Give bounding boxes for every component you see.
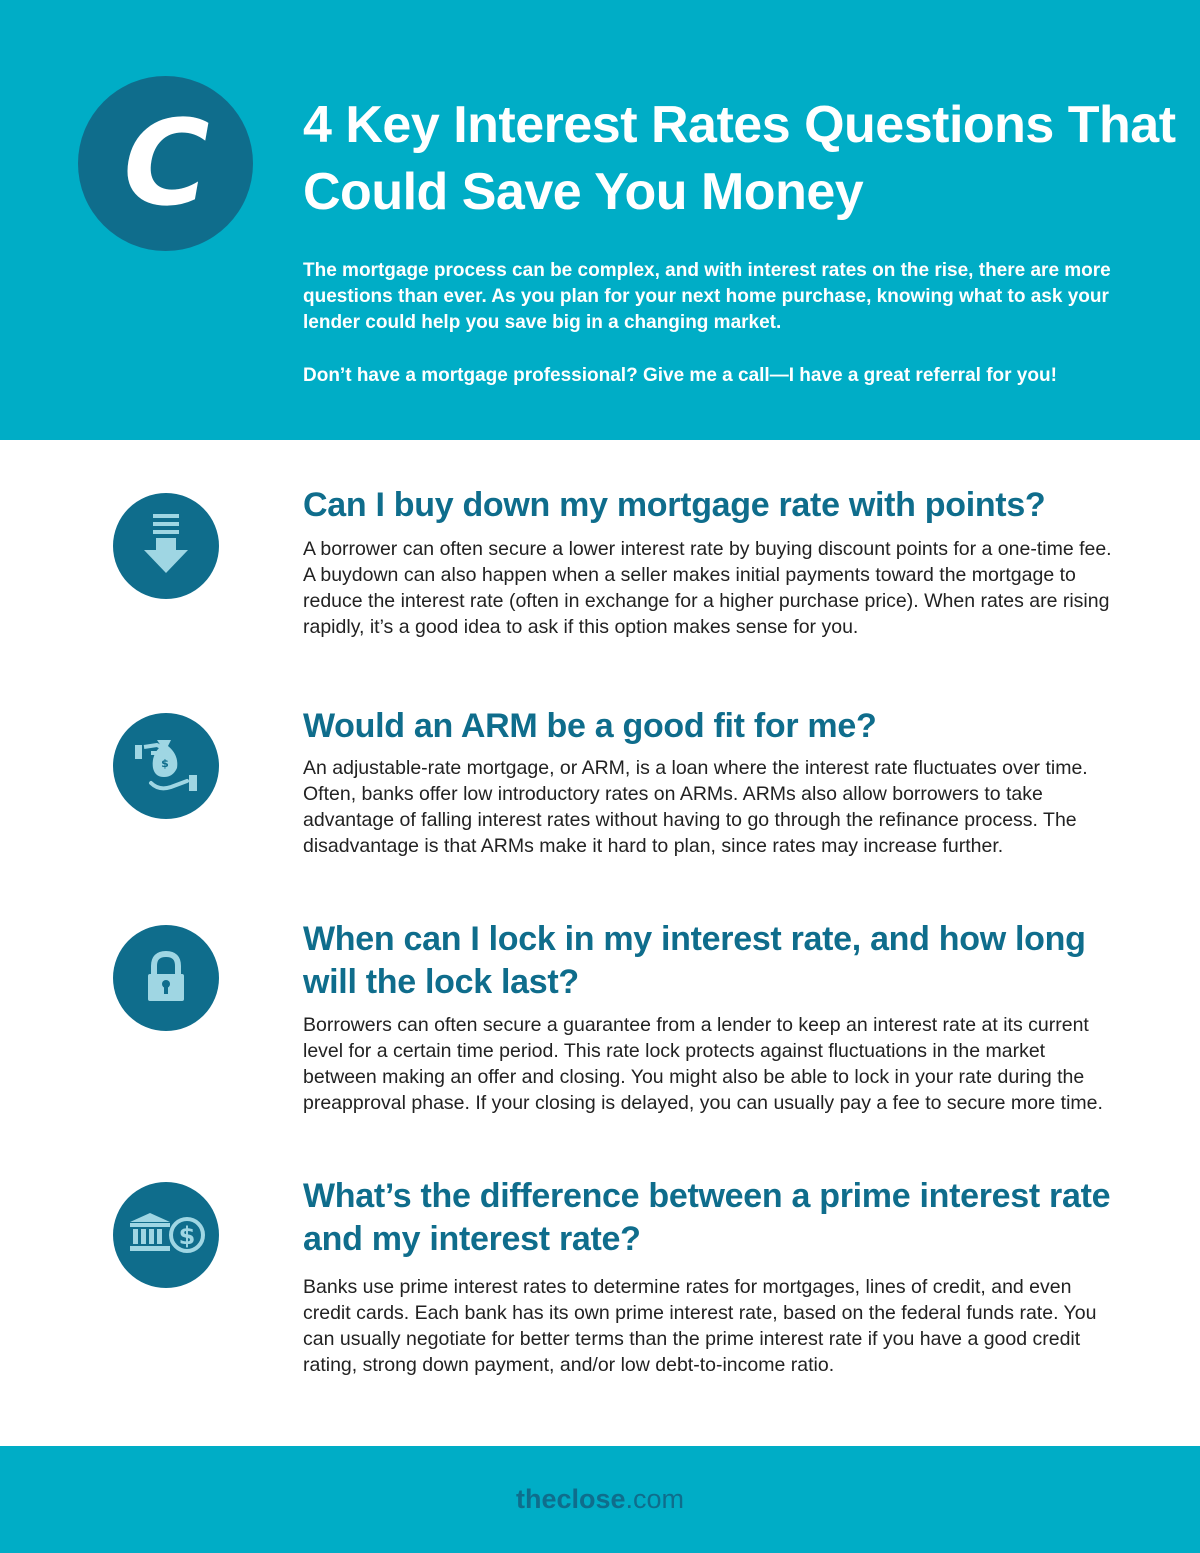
- footer-banner: [0, 1446, 1200, 1553]
- brand-the: the: [515, 1484, 557, 1514]
- question-body-2: An adjustable-rate mortgage, or ARM, is a loan where the interest rate fluctuates over time. Often, banks offer low introductory rates on ARMs. ARMs also allow borrowers to take advantage of falling interest rates without having to go through the refinance process. The disadvantage is that ARMs make it hard to plan, since rates may increase further.: [303, 757, 1088, 857]
- question-body-4: Banks use prime interest rates to determine rates for mortgages, lines of credit, and even credit cards. Each bank has its own prime interest rate, based on the federal funds rate. You can usually negotiate for better terms than the prime interest rate if you have a good credit rating, strong down payment, and/or low debt-to-income ratio.: [303, 1276, 1097, 1376]
- question-title-1: Can I buy down my mortgage rate with points?: [303, 486, 1046, 524]
- logo-letter: C: [110, 94, 222, 232]
- header-banner: [0, 0, 1200, 440]
- question-body-3: Borrowers can often secure a guarantee from a lender to keep an interest rate at its current level for a certain time period. This rate lock protects against fluctuations in the market between making an offer and closing. You might also be able to lock in your rate during the preapproval phase. If your closing is delayed, you can usually pay a fee to secure more time.: [303, 1014, 1103, 1114]
- question-title-4: What’s the difference between a prime interest rate and my interest rate?: [303, 1177, 1111, 1258]
- money-hand-icon: [113, 713, 219, 819]
- bank-dollar-icon: [113, 1182, 219, 1288]
- svg-text:$: $: [161, 757, 169, 770]
- brand-close: close: [556, 1484, 626, 1514]
- logo-badge: [78, 76, 253, 251]
- svg-text:$: $: [178, 1222, 196, 1250]
- brand-dotcom: .com: [625, 1484, 685, 1514]
- question-title-2: Would an ARM be a good fit for me?: [303, 707, 877, 745]
- page-title: 4 Key Interest Rates Questions That Could Save You Money: [303, 96, 1176, 221]
- question-title-3: When can I lock in my interest rate, and how long will the lock last?: [303, 920, 1086, 1001]
- intro-paragraph: The mortgage process can be complex, and with interest rates on the rise, there are more questions than ever. As you plan for your next home purchase, knowing what to ask your lender could help you save big in a changing market.: [303, 260, 1111, 333]
- down-arrow-icon: [113, 493, 219, 599]
- brand-logo: [0, 1482, 1200, 1516]
- padlock-icon: [113, 925, 219, 1031]
- question-body-1: A borrower can often secure a lower interest rate by buying discount points for a one-time fee. A buydown can also happen when a seller makes initial payments toward the mortgage to reduce the interest rate (often in exchange for a higher purchase price). When rates are rising rapidly, it’s a good idea to ask if this option makes sense for you.: [303, 538, 1112, 638]
- call-to-action: Don’t have a mortgage professional? Give me a call—I have a great referral for you!: [303, 365, 1057, 386]
